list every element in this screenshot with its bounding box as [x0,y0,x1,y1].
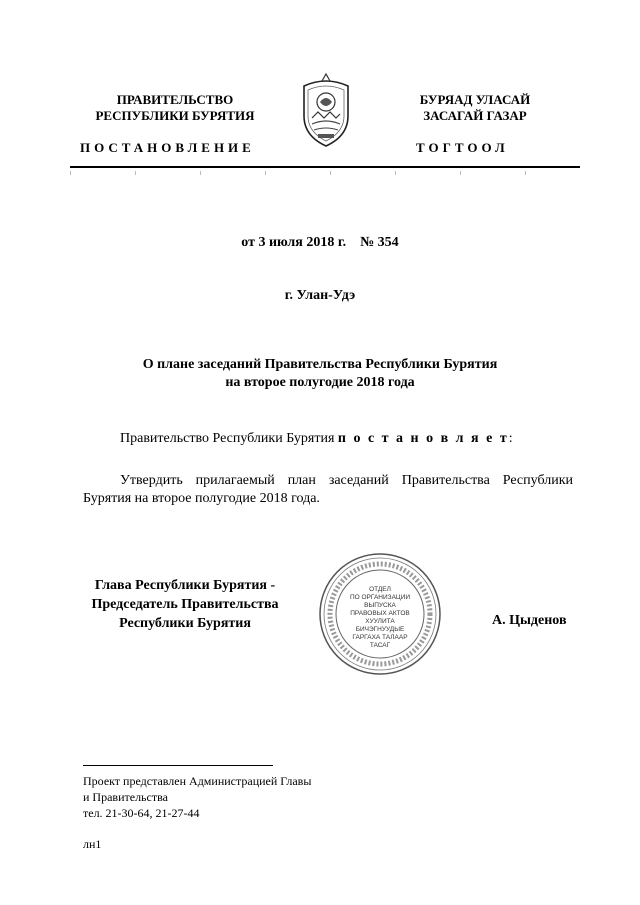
seal-line: ВЫПУСКА [364,602,396,609]
seal-line: ХУУЛИТА [365,618,395,625]
document-title-line1: О плане заседаний Правительства Республики Бурятия [142,357,498,372]
signature-position [70,576,300,633]
footer-note [83,773,311,821]
paragraph-resolves-suffix: : [508,431,513,446]
document-type-bur: ТОГТООЛ [416,140,509,155]
document-title-line2: на второе полугодие 2018 года [225,375,415,390]
header-left [70,92,280,124]
signature-line3: Республики Бурятия [119,616,251,631]
signatory-name: А. Цыденов [492,613,567,628]
header-right [380,92,570,124]
paragraph-resolves [120,430,580,448]
footer-phone: тел. 21-30-64, 21-27-44 [83,806,200,820]
official-seal-icon [318,552,442,676]
header-dotted-line [70,171,580,175]
seal-line: ПО ОРГАНИЗАЦИИ [349,594,411,601]
signature-line1: Глава Республики Бурятия - [94,578,276,593]
paragraph-resolves-verb: п о с т а н о в л я е т [337,431,509,446]
document-title [0,356,640,392]
header-left-line1: ПРАВИТЕЛЬСТВО [116,92,234,107]
footer-divider [83,765,273,766]
footer-code: лн1 [83,837,102,851]
header-right-line2: ЗАСАГАЙ ГАЗАР [423,108,527,123]
header-left-line2: РЕСПУБЛИКИ БУРЯТИЯ [95,108,255,123]
footer-line2: и Правительства [83,790,168,804]
header-right-line1: БУРЯАД УЛАСАЙ [419,92,531,107]
seal-text [318,586,442,650]
document-date-number: от 3 июля 2018 г. № 354 [241,235,399,250]
footer-line1: Проект представлен Администрацией Главы [83,774,312,788]
buryatia-emblem-icon [296,72,356,150]
document-city: г. Улан-Удэ [284,288,356,303]
header-divider [70,166,580,168]
paragraph-resolves-prefix: Правительство Республики Бурятия [120,431,338,446]
document-type-ru: ПОСТАНОВЛЕНИЕ [80,140,255,155]
seal-line: БИЧЭГНУУДЫЕ [355,626,405,633]
seal-line: ГАРГАХА ТАЛААР [352,634,408,641]
seal-line: ТАСАГ [369,642,391,649]
signature-line2: Председатель Правительства [91,597,279,612]
seal-line: ОТДЕЛ [369,586,391,593]
paragraph-approve: Утвердить прилагаемый план заседаний Правительства Республики Бурятия на второе полугодие 2018 года. [83,473,573,506]
seal-line: ПРАВОВЫХ АКТОВ [350,610,410,617]
